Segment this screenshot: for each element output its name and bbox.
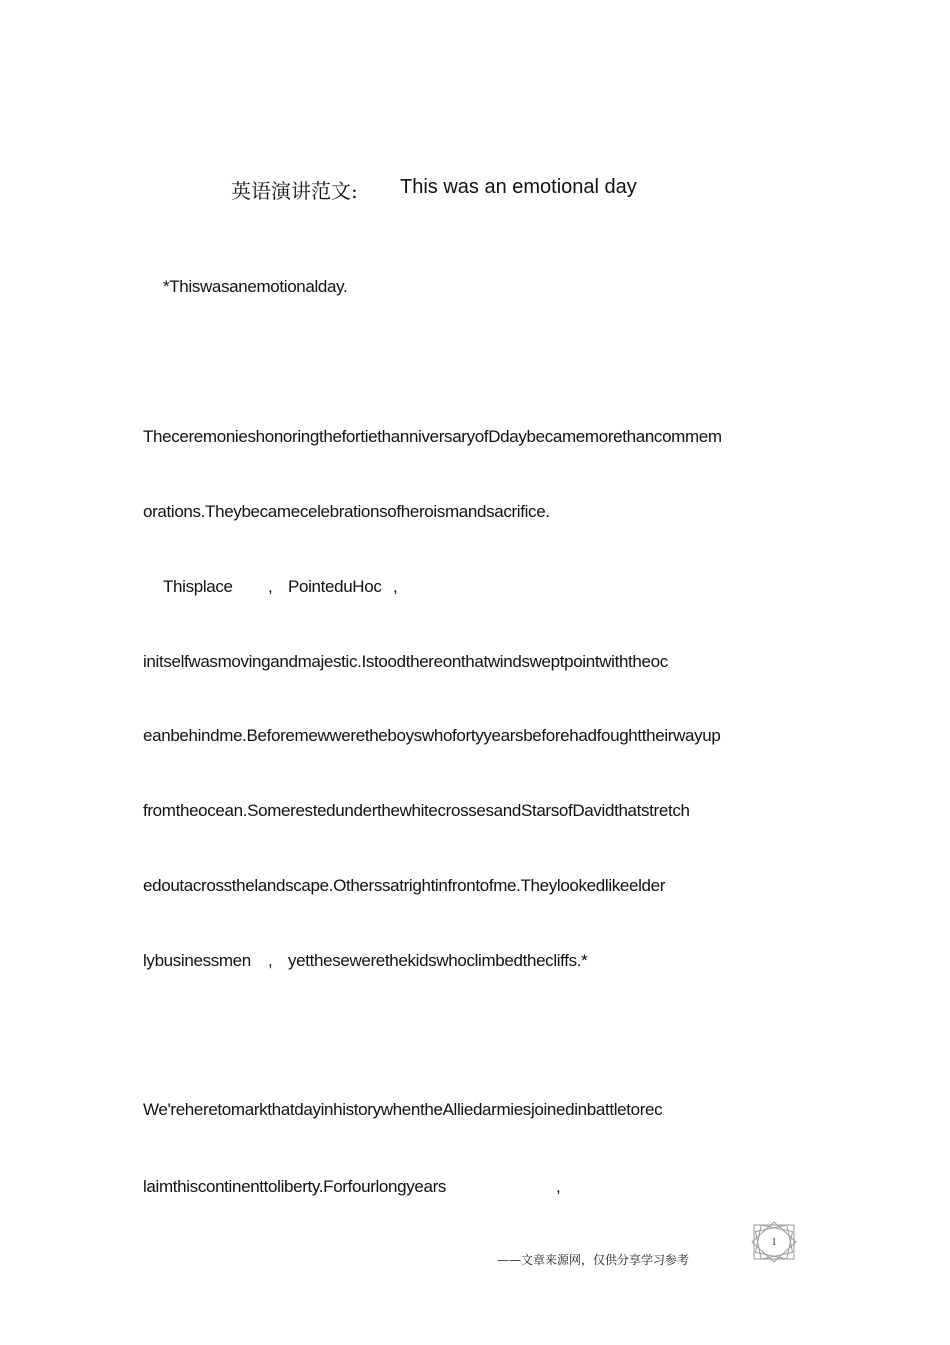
text-elderly-businessmen: lybusinessmen [143,951,251,970]
comma: , [268,951,273,970]
body-line-3: orations.Theybecamecelebrationsofheroismandsacrifice. [143,502,550,521]
body-line-1: *Thiswasanemotionalday. [163,277,348,296]
body-line-2: TheceremonieshonoringthefortiethanniversaryofDdaybecamemorethancommem [143,427,722,446]
text-four-long-years: laimthiscontinenttoliberty.Forfourlongyears [143,1177,447,1196]
footer-source-note: ——文章来源网，仅供分享学习参考 [497,1253,690,1267]
text-pointe-du-hoc: PointeduHoc [288,577,382,596]
title-english: This was an emotional day [400,176,637,198]
page-number-badge [750,1221,798,1263]
comma: , [268,577,273,596]
comma: , [556,1177,561,1196]
body-line-7: fromtheocean.SomerestedunderthewhitecrossesandStarsofDavidthatstretch [143,801,690,820]
body-line-10: We'reheretomarkthatdayinhistorywhentheAlliedarmiesjoinedinbattletorec [143,1100,663,1119]
body-line-6: eanbehindme.Beforemewweretheboyswhofortyyearsbeforehadfoughttheirwayup [143,726,721,745]
text-kids-climbed-cliffs: yetthesewerethekidswhoclimbedthecliffs.* [288,951,588,970]
page-number: 1 [771,1236,777,1248]
body-line-5: initselfwasmovingandmajestic.Istoodthereonthatwindsweptpointwiththeoc [143,652,668,671]
title-chinese: 英语演讲范文: [231,179,358,203]
body-line-8: edoutacrossthelandscape.Otherssatrightinfrontofme.Theylookedlikeelder [143,876,666,895]
text-this-place: Thisplace [163,577,233,596]
comma: , [393,577,398,596]
